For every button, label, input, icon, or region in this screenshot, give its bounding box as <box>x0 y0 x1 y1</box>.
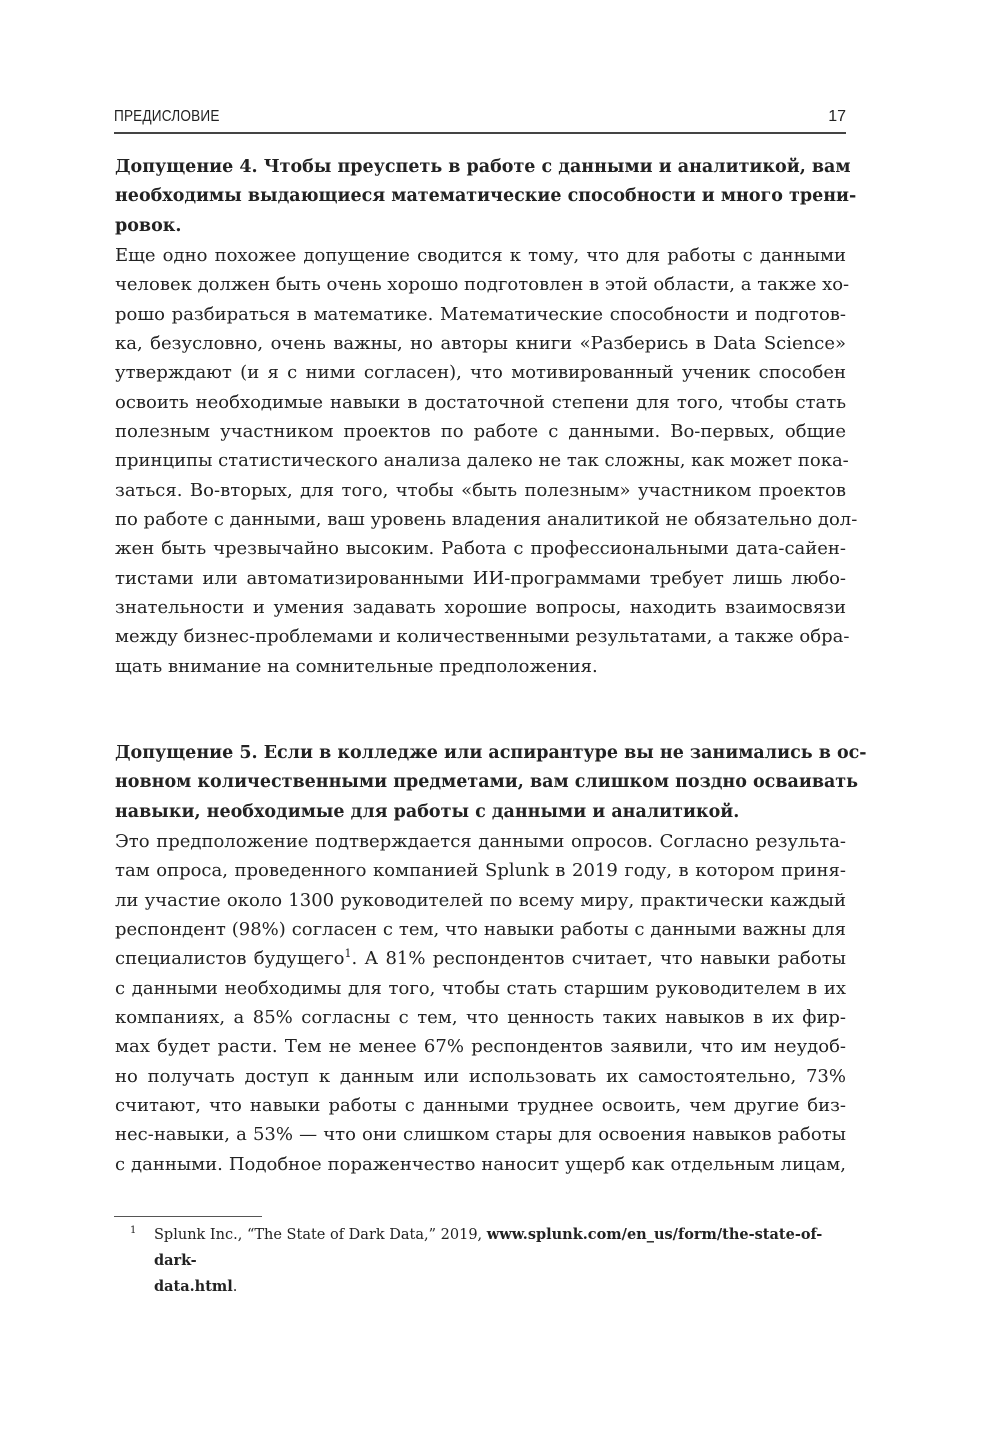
body-line: Еще одно похожее допущение сводится к тому, что для работы с данными <box>115 245 846 266</box>
heading-line: ровок. <box>115 215 182 236</box>
footnote-end: . <box>232 1279 238 1295</box>
body-line: ка, безусловно, очень важны, но авторы книги «Разберись в Data Science» <box>115 333 846 355</box>
page-number: 17 <box>828 108 846 125</box>
body-line: полезным участником проектов по работе с данными. Во-первых, общие <box>115 421 846 443</box>
assumption-4-body <box>115 241 858 681</box>
footnote-link-cont[interactable]: data.html <box>154 1278 233 1295</box>
running-header <box>114 106 846 134</box>
footnote-link[interactable]: www.splunk.com/en_us/form/the-state-of-dark- <box>154 1226 823 1269</box>
body-line: щать внимание на сомнительные предположения. <box>115 655 598 677</box>
body-line: рошо разбираться в математике. Математические способности и подготов- <box>115 303 846 325</box>
body-line: утверждают (и я с ними согласен), что мотивированный ученик способен <box>115 362 846 384</box>
body-line: жен быть чрезвычайно высоким. Работа с профессиональными дата-сайен- <box>115 538 846 560</box>
body-line: ли участие около 1300 руководителей по всему миру, практически каждый <box>115 889 846 911</box>
body-line: знательности и умения задавать хорошие вопросы, находить взаимосвязи <box>115 597 846 619</box>
body-line: Это предположение подтверждается данными опросов. Согласно результа- <box>115 831 846 852</box>
body-line: с данными необходимы для того, чтобы стать старшим руководителем в их <box>115 977 846 999</box>
footnote-ref[interactable]: 1 <box>344 947 352 961</box>
footnote-mark: 1 <box>130 1225 137 1236</box>
body-line: заться. Во-вторых, для того, чтобы «быть полезным» участником проектов <box>115 479 846 501</box>
heading-line: новном количественными предметами, вам слишком поздно осваивать <box>115 772 859 793</box>
assumption-5-body <box>115 827 846 1179</box>
body-line: мах будет расти. Тем не менее 67% респондентов заявили, что им неудоб- <box>115 1036 846 1058</box>
chapter-title: ПРЕДИСЛОВИЕ <box>114 108 220 125</box>
body-line: нес-навыки, а 53% — что они слишком стары для освоения навыков работы <box>115 1124 846 1146</box>
heading-line: Допущение 4. Чтобы преуспеть в работе с данными и аналитикой, вам <box>115 157 851 177</box>
heading-line: необходимы выдающиеся математические способности и много трени- <box>115 186 857 207</box>
body-line: компаниях, а 85% согласны с тем, что ценность таких навыков в их фир- <box>115 1007 846 1029</box>
body-line: с данными. Подобное пораженчество наносит ущерб как отдельным лицам, <box>115 1153 846 1175</box>
heading-line: навыки, необходимые для работы с данными и аналитикой. <box>115 801 740 822</box>
body-line: тистами или автоматизированными ИИ-программами требует лишь любо- <box>115 567 846 589</box>
body-line: по работе с данными, ваш уровень владения аналитикой не обязательно дол- <box>115 509 858 531</box>
body-line: человек должен быть очень хорошо подготовлен в этой области, а также хо- <box>115 274 850 296</box>
body-text: специалистов будущего <box>115 948 345 970</box>
body-line: между бизнес-проблемами и количественными результатами, а также обра- <box>115 626 850 648</box>
footnote-text: Splunk Inc., “The State of Dark Data,” 2019, <box>154 1227 487 1243</box>
body-line: респондент (98%) согласен с тем, что навыки работы с данными важны для <box>115 919 846 941</box>
heading-line: Допущение 5. Если в колледже или аспирантуре вы не занимались в ос- <box>115 743 867 763</box>
footnote <box>130 1222 846 1300</box>
body-line: но получать доступ к данным или использовать их самостоятельно, 73% <box>115 1065 846 1087</box>
body-line: освоить необходимые навыки в достаточной степени для того, чтобы стать <box>115 391 846 413</box>
footnote-divider <box>114 1216 262 1217</box>
body-line: там опроса, проведенного компанией Splunk в 2019 году, в котором приня- <box>115 860 846 882</box>
assumption-5-heading <box>115 739 867 827</box>
body-line: принципы статистического анализа далеко не так сложны, как может пока- <box>115 450 849 472</box>
body-line <box>115 944 846 973</box>
body-line: считают, что навыки работы с данными труднее освоить, чем другие биз- <box>115 1095 846 1117</box>
body-text: . А 81% респондентов считает, что навыки работы <box>351 948 846 970</box>
assumption-4-heading <box>115 153 857 241</box>
